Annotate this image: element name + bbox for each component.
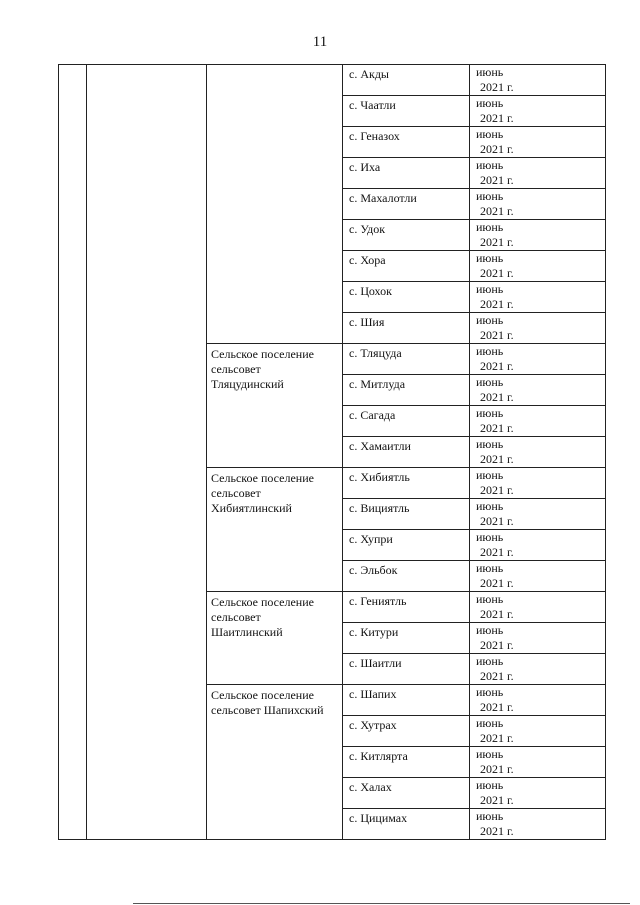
settlement-name-cell: с. Сагада	[343, 406, 470, 437]
municipal-formation-cell	[207, 468, 343, 592]
settlement-name-cell: с. Хутрах	[343, 716, 470, 747]
table-row	[59, 65, 606, 96]
settlement-name-cell: с. Акды	[343, 65, 470, 96]
period-cell	[470, 158, 606, 189]
period-month: июнь	[476, 809, 504, 823]
municipal-formation-cell	[207, 65, 343, 344]
period-year: 2021 г.	[480, 669, 514, 683]
period-year: 2021 г.	[480, 297, 514, 311]
period-year: 2021 г.	[480, 390, 514, 404]
period-month: июнь	[476, 499, 504, 513]
period-cell	[470, 561, 606, 592]
period-year: 2021 г.	[480, 80, 514, 94]
period-cell	[470, 344, 606, 375]
period-year: 2021 г.	[480, 607, 514, 621]
period-cell	[470, 189, 606, 220]
period-month: июнь	[476, 778, 504, 792]
period-cell	[470, 499, 606, 530]
period-month: июнь	[476, 189, 504, 203]
period-year: 2021 г.	[480, 359, 514, 373]
settlement-name-cell: с. Митлуда	[343, 375, 470, 406]
period-year: 2021 г.	[480, 638, 514, 652]
period-year: 2021 г.	[480, 235, 514, 249]
period-year: 2021 г.	[480, 731, 514, 745]
period-month: июнь	[476, 220, 504, 234]
municipal-formation-name-line: Сельское поселение	[211, 595, 314, 609]
municipal-formation-cell	[207, 592, 343, 685]
period-cell	[470, 530, 606, 561]
settlement-name-cell: с. Халах	[343, 778, 470, 809]
settlements-table	[58, 64, 606, 840]
period-month: июнь	[476, 313, 504, 327]
period-month: июнь	[476, 158, 504, 172]
period-cell	[470, 437, 606, 468]
municipal-formation-name-line: Сельское поселение	[211, 471, 314, 485]
period-month: июнь	[476, 592, 504, 606]
settlement-name-cell: с. Хора	[343, 251, 470, 282]
settlement-name-cell: с. Хупри	[343, 530, 470, 561]
settlement-name-cell: с. Хибиятль	[343, 468, 470, 499]
table-body	[59, 65, 606, 840]
period-year: 2021 г.	[480, 421, 514, 435]
settlement-name-cell: с. Геназох	[343, 127, 470, 158]
settlement-name-cell: с. Шаитли	[343, 654, 470, 685]
municipal-formation-name-line: сельсовет Шапихский	[211, 703, 324, 717]
settlement-name-cell: с. Китури	[343, 623, 470, 654]
period-cell	[470, 96, 606, 127]
period-month: июнь	[476, 437, 504, 451]
period-month: июнь	[476, 65, 504, 79]
settlement-name-cell: с. Хамаитли	[343, 437, 470, 468]
period-cell	[470, 778, 606, 809]
period-month: июнь	[476, 468, 504, 482]
period-month: июнь	[476, 375, 504, 389]
municipal-formation-name-line: Шаитлинский	[211, 625, 283, 639]
period-cell	[470, 592, 606, 623]
period-month: июнь	[476, 251, 504, 265]
period-cell	[470, 468, 606, 499]
period-cell	[470, 375, 606, 406]
period-cell	[470, 747, 606, 778]
period-year: 2021 г.	[480, 824, 514, 838]
period-year: 2021 г.	[480, 576, 514, 590]
settlement-name-cell: с. Шия	[343, 313, 470, 344]
settlement-name-cell: с. Чаатли	[343, 96, 470, 127]
period-year: 2021 г.	[480, 514, 514, 528]
period-year: 2021 г.	[480, 142, 514, 156]
period-cell	[470, 282, 606, 313]
municipal-formation-name-line: Хибиятлинский	[211, 501, 292, 515]
period-year: 2021 г.	[480, 793, 514, 807]
period-year: 2021 г.	[480, 173, 514, 187]
settlement-name-cell: с. Махалотли	[343, 189, 470, 220]
settlement-name-cell: с. Цицимах	[343, 809, 470, 840]
page-number: 11	[312, 34, 328, 50]
period-cell	[470, 406, 606, 437]
municipal-formation-name-line: Сельское поселение	[211, 688, 314, 702]
period-cell	[470, 313, 606, 344]
period-cell	[470, 220, 606, 251]
settlement-name-cell: с. Цохок	[343, 282, 470, 313]
period-cell	[470, 251, 606, 282]
municipal-formation-name-line: Тляцудинский	[211, 377, 284, 391]
period-month: июнь	[476, 96, 504, 110]
municipal-formation-cell	[207, 685, 343, 840]
period-month: июнь	[476, 127, 504, 141]
period-month: июнь	[476, 623, 504, 637]
settlement-name-cell: с. Шапих	[343, 685, 470, 716]
settlement-name-cell: с. Вициятль	[343, 499, 470, 530]
period-year: 2021 г.	[480, 111, 514, 125]
period-year: 2021 г.	[480, 700, 514, 714]
municipal-formation-cell	[207, 344, 343, 468]
settlement-name-cell: с. Гениятль	[343, 592, 470, 623]
period-month: июнь	[476, 716, 504, 730]
period-cell	[470, 65, 606, 96]
period-cell	[470, 716, 606, 747]
period-month: июнь	[476, 685, 504, 699]
period-cell	[470, 654, 606, 685]
period-year: 2021 г.	[480, 328, 514, 342]
period-month: июнь	[476, 747, 504, 761]
period-year: 2021 г.	[480, 545, 514, 559]
period-cell	[470, 809, 606, 840]
settlement-name-cell: с. Китлярта	[343, 747, 470, 778]
municipal-formation-name-line: сельсовет	[211, 610, 261, 624]
municipal-formation-name-line: сельсовет	[211, 486, 261, 500]
period-month: июнь	[476, 406, 504, 420]
bottom-rule	[133, 903, 630, 904]
period-year: 2021 г.	[480, 452, 514, 466]
municipal-formation-name-line: сельсовет	[211, 362, 261, 376]
municipal-formation-name-line: Сельское поселение	[211, 347, 314, 361]
period-month: июнь	[476, 344, 504, 358]
period-year: 2021 г.	[480, 762, 514, 776]
settlement-name-cell: с. Тляцуда	[343, 344, 470, 375]
period-cell	[470, 685, 606, 716]
period-cell	[470, 127, 606, 158]
period-month: июнь	[476, 561, 504, 575]
number-column-cell	[59, 65, 87, 840]
settlement-name-cell: с. Иха	[343, 158, 470, 189]
period-month: июнь	[476, 530, 504, 544]
settlement-name-cell: с. Эльбок	[343, 561, 470, 592]
period-year: 2021 г.	[480, 266, 514, 280]
period-month: июнь	[476, 654, 504, 668]
period-year: 2021 г.	[480, 204, 514, 218]
period-cell	[470, 623, 606, 654]
period-year: 2021 г.	[480, 483, 514, 497]
district-column-cell	[87, 65, 207, 840]
period-month: июнь	[476, 282, 504, 296]
settlement-name-cell: с. Удок	[343, 220, 470, 251]
